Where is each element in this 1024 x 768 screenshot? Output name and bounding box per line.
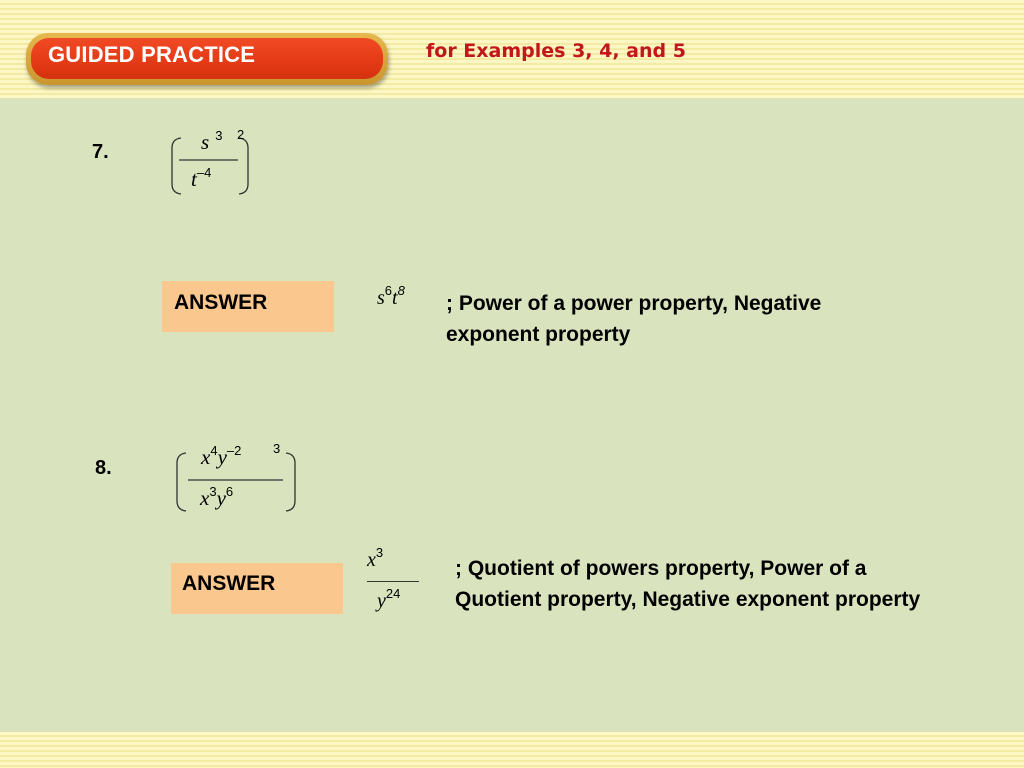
problem-8-numerator: $x^4y^{-2}$ [201, 443, 242, 469]
problem-8-answer-denominator: $y^{24}$ [377, 586, 401, 612]
problem-7-explanation: ; Power of a power property, Negative exponent property [446, 292, 822, 346]
page-subtitle: for Examples 3, 4, and 5 [426, 40, 686, 62]
problem-7-numerator: s $^3$ [201, 128, 223, 154]
problem-7-denominator: $t^{-4}$ [191, 165, 212, 191]
problem-7-outer-exponent: 2 [237, 127, 245, 142]
problem-7-answer-expression: $s^6t^8$ [377, 283, 405, 309]
problem-8-answer-label: ANSWER [182, 572, 276, 595]
problem-8-outer-exponent: 3 [273, 441, 281, 456]
problem-8-number: 8. [95, 457, 112, 479]
problem-8-denominator: $x^3y^6$ [200, 484, 234, 510]
slide-content-area [0, 98, 1024, 732]
problem-8-answer-fraction-bar [367, 581, 419, 582]
problem-8-answer-numerator: $x^3$ [367, 545, 384, 571]
problem-7-number: 7. [92, 141, 109, 163]
page-title: GUIDED PRACTICE [48, 42, 256, 67]
problem-7-answer-label: ANSWER [174, 291, 268, 314]
problem-8-explanation: ; Quotient of powers property, Power of a Quotient property, Negative exponent property [455, 557, 921, 611]
footer-band [0, 732, 1024, 768]
